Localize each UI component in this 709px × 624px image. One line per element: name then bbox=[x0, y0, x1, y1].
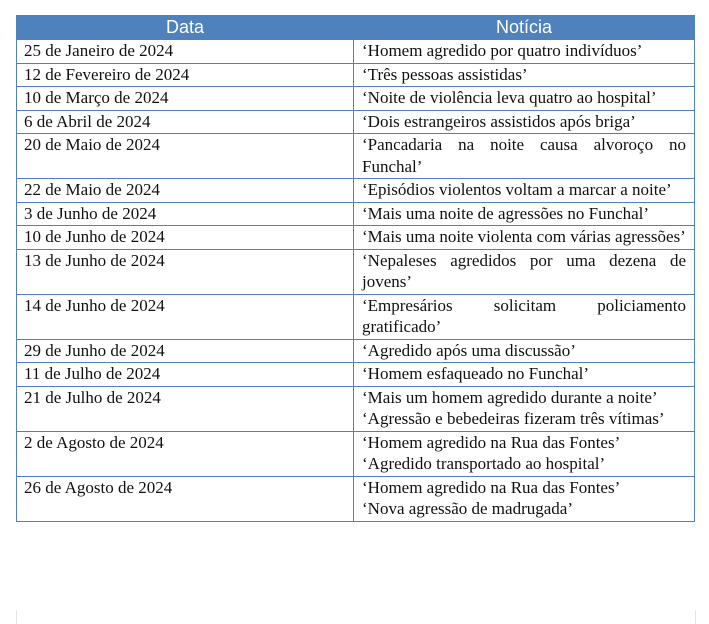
news-cell bbox=[354, 386, 695, 431]
table-body bbox=[17, 40, 695, 522]
news-headline: ‘Noite de violência leva quatro ao hospital’ bbox=[362, 88, 657, 107]
date-cell: 22 de Maio de 2024 bbox=[17, 179, 354, 203]
table-row bbox=[17, 339, 695, 363]
news-cell bbox=[354, 476, 695, 521]
news-headline: ‘Nova agressão de madrugada’ bbox=[362, 499, 573, 518]
header-date: Data bbox=[17, 16, 354, 40]
date-cell: 29 de Junho de 2024 bbox=[17, 339, 354, 363]
news-headline: ‘Nepaleses agredidos por uma dezena de jovens’ bbox=[362, 250, 686, 291]
date-cell: 11 de Julho de 2024 bbox=[17, 363, 354, 387]
news-headline: ‘Três pessoas assistidas’ bbox=[362, 64, 528, 84]
news-headline: ‘Mais uma noite violenta com várias agressões’ bbox=[362, 227, 686, 246]
date-cell: 26 de Agosto de 2024 bbox=[17, 476, 354, 521]
table-row bbox=[17, 294, 695, 339]
date-cell: 13 de Junho de 2024 bbox=[17, 249, 354, 294]
news-cell bbox=[354, 363, 695, 387]
news-cell bbox=[354, 110, 695, 134]
news-cell bbox=[354, 249, 695, 294]
date-cell: 21 de Julho de 2024 bbox=[17, 386, 354, 431]
news-headline: ‘Homem esfaqueado no Funchal’ bbox=[362, 364, 590, 383]
date-cell: 12 de Fevereiro de 2024 bbox=[17, 63, 354, 87]
table-row bbox=[17, 226, 695, 250]
date-cell: 10 de Junho de 2024 bbox=[17, 226, 354, 250]
table-row bbox=[17, 363, 695, 387]
date-cell: 3 de Junho de 2024 bbox=[17, 202, 354, 226]
news-cell bbox=[354, 226, 695, 250]
news-headline: ‘Mais uma noite de agressões no Funchal’ bbox=[362, 203, 650, 223]
header-row bbox=[17, 16, 695, 40]
date-cell: 2 de Agosto de 2024 bbox=[17, 431, 354, 476]
date-cell: 20 de Maio de 2024 bbox=[17, 134, 354, 179]
table-row bbox=[17, 40, 695, 64]
header-news: Notícia bbox=[354, 16, 695, 40]
table-row bbox=[17, 179, 695, 203]
table-row bbox=[17, 110, 695, 134]
table-row bbox=[17, 63, 695, 87]
news-table bbox=[16, 15, 695, 522]
news-cell bbox=[354, 339, 695, 363]
table-row bbox=[17, 134, 695, 179]
news-headline: ‘Empresários solicitam policiamento gratificado’ bbox=[362, 295, 686, 336]
news-headline: ‘Dois estrangeiros assistidos após briga’ bbox=[362, 111, 636, 131]
table-row bbox=[17, 87, 695, 111]
news-cell bbox=[354, 87, 695, 111]
news-headline: ‘Agredido transportado ao hospital’ bbox=[362, 454, 606, 473]
date-cell: 14 de Junho de 2024 bbox=[17, 294, 354, 339]
news-cell bbox=[354, 134, 695, 179]
news-headline: ‘Homem agredido na Rua das Fontes’ bbox=[362, 432, 621, 452]
table-row bbox=[17, 249, 695, 294]
news-cell bbox=[354, 202, 695, 226]
table-row bbox=[17, 476, 695, 521]
news-cell bbox=[354, 431, 695, 476]
news-headline: ‘Homem agredido na Rua das Fontes’ bbox=[362, 477, 621, 497]
date-cell: 25 de Janeiro de 2024 bbox=[17, 40, 354, 64]
news-cell bbox=[354, 40, 695, 64]
news-table-container bbox=[16, 15, 694, 522]
news-headline: ‘Pancadaria na noite causa alvoroço no Funchal’ bbox=[362, 135, 686, 176]
news-headline: ‘Episódios violentos voltam a marcar a noite’ bbox=[362, 180, 672, 199]
table-row bbox=[17, 202, 695, 226]
page-bottom-edge bbox=[16, 610, 696, 624]
news-cell bbox=[354, 179, 695, 203]
date-cell: 10 de Março de 2024 bbox=[17, 87, 354, 111]
news-headline: ‘Homem agredido por quatro indivíduos’ bbox=[362, 41, 643, 60]
table-row bbox=[17, 386, 695, 431]
news-headline: ‘Agredido após uma discussão’ bbox=[362, 340, 576, 360]
table-row bbox=[17, 431, 695, 476]
news-cell bbox=[354, 63, 695, 87]
news-headline: ‘Mais um homem agredido durante a noite’ bbox=[362, 387, 658, 407]
news-headline: ‘Agressão e bebedeiras fizeram três vítimas’ bbox=[362, 409, 665, 428]
date-cell: 6 de Abril de 2024 bbox=[17, 110, 354, 134]
news-cell bbox=[354, 294, 695, 339]
